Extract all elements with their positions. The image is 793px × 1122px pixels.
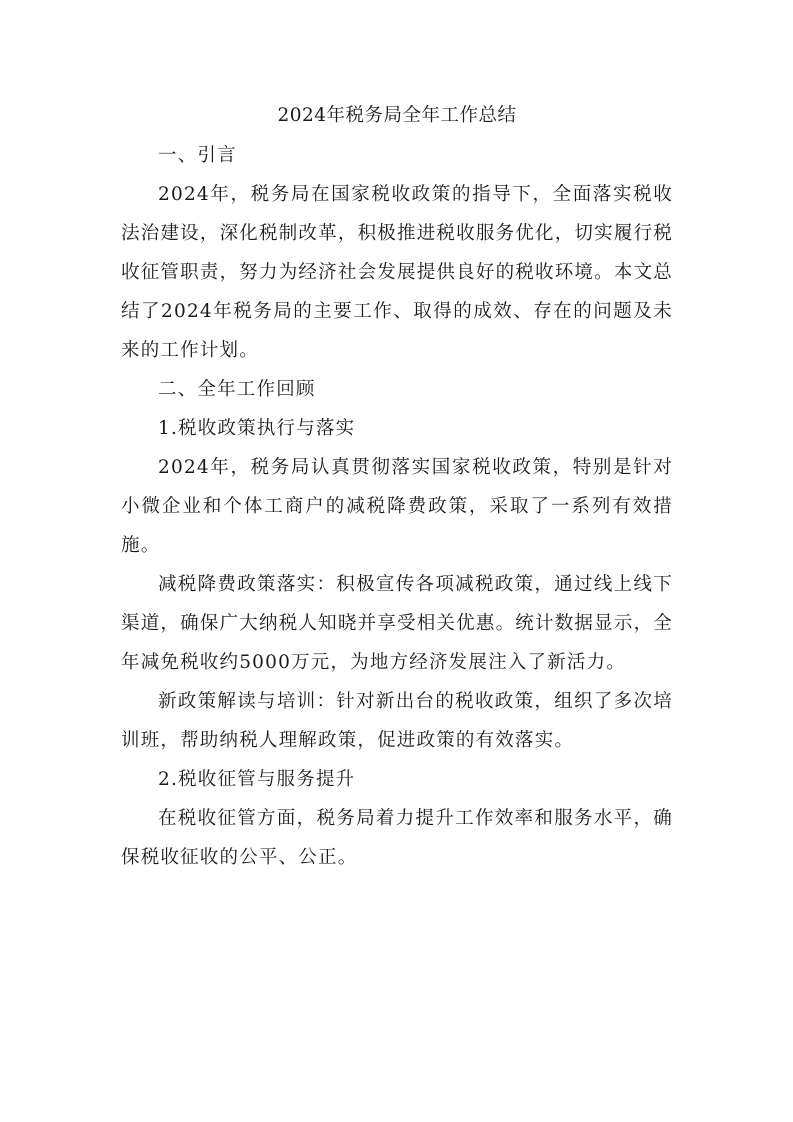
paragraph-tax-reduction: 减税降费政策落实：积极宣传各项减税政策，通过线上线下渠道，确保广大纳税人知晓并享受相关优惠。统计数据显示，全年减免税收约5000万元，为地方经济发展注入了新活力。	[121, 574, 673, 673]
paragraph-tax-policy: 2024年，税务局认真贯彻落实国家税收政策，特别是针对小微企业和个体工商户的减税降费政策，采取了一系列有效措施。	[121, 457, 673, 556]
subheading-tax-collection-service: 2.税收征管与服务提升	[158, 769, 356, 790]
document-title: 2024年税务局全年工作总结	[277, 105, 517, 126]
paragraph-policy-training: 新政策解读与培训：针对新出台的税收政策，组织了多次培训班，帮助纳税人理解政策，促进政策的有效落实。	[121, 691, 673, 751]
paragraph-tax-collection: 在税收征管方面，税务局着力提升工作效率和服务水平，确保税收征收的公平、公正。	[121, 808, 673, 868]
section-heading-introduction: 一、引言	[158, 145, 237, 166]
paragraph-introduction: 2024年，税务局在国家税收政策的指导下，全面落实税收法治建设，深化税制改革，积极推进税收服务优化，切实履行税收征管职责，努力为经济社会发展提供良好的税收环境。本文总结了2024年税务局的主要工作、取得的成效、存在的问题及未来的工作计划。	[121, 184, 673, 361]
section-heading-annual-review: 二、全年工作回顾	[158, 379, 316, 400]
subheading-tax-policy-implementation: 1.税收政策执行与落实	[158, 418, 356, 439]
document-body	[121, 96, 673, 877]
